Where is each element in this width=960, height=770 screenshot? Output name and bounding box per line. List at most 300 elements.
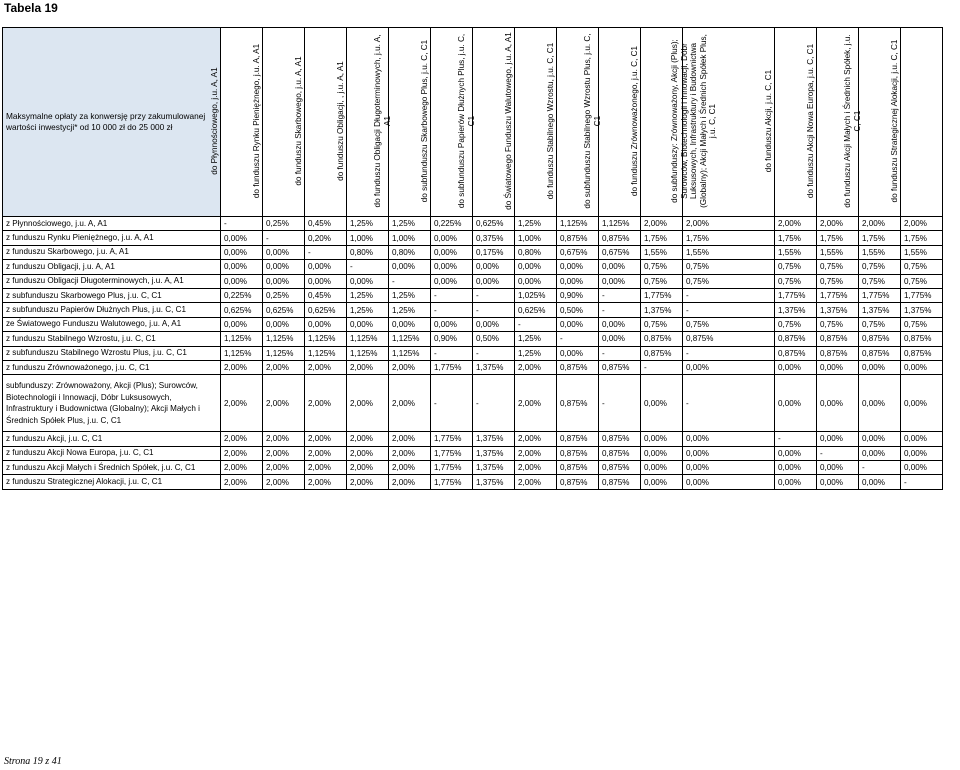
fee-cell: 2,00% — [347, 475, 389, 489]
fee-cell: 1,125% — [599, 217, 641, 231]
row-label: z funduszu Akcji, j.u. C, C1 — [3, 432, 221, 446]
fee-cell: - — [431, 288, 473, 302]
fee-cell: 2,00% — [901, 217, 943, 231]
fee-cell: 2,00% — [641, 217, 683, 231]
table-row — [3, 461, 943, 475]
fee-cell: 0,00% — [817, 475, 859, 489]
fee-cell: 2,00% — [263, 375, 305, 432]
fee-cell: - — [431, 346, 473, 360]
fee-cell: 0,00% — [817, 432, 859, 446]
fee-cell: 0,00% — [347, 274, 389, 288]
fee-cell: 0,50% — [557, 303, 599, 317]
table-row — [3, 446, 943, 460]
fee-cell: 1,75% — [775, 231, 817, 245]
fee-cell: - — [473, 303, 515, 317]
fee-cell: 1,775% — [775, 288, 817, 302]
fee-cell: 0,25% — [263, 288, 305, 302]
column-header-label: do funduszu Rynku Pieniężnego, j.u. A, A1 — [251, 43, 261, 199]
fee-cell: 0,875% — [775, 332, 817, 346]
fee-cell: 0,00% — [775, 446, 817, 460]
fee-cell: 1,375% — [473, 432, 515, 446]
fee-cell: 1,75% — [859, 231, 901, 245]
fee-cell: 1,25% — [347, 303, 389, 317]
fee-cell: 2,00% — [263, 475, 305, 489]
fee-cell: 0,00% — [431, 260, 473, 274]
table-row — [3, 360, 943, 374]
column-header-label: do funduszu Akcji, j.u. C, C1 — [763, 69, 773, 173]
fee-cell: - — [473, 346, 515, 360]
fee-cell: 0,00% — [683, 446, 775, 460]
fee-cell: 0,00% — [859, 360, 901, 374]
fee-cell: 0,00% — [305, 260, 347, 274]
fee-cell: 0,625% — [263, 303, 305, 317]
fee-cell: 2,00% — [263, 446, 305, 460]
fee-cell: 0,45% — [305, 217, 347, 231]
column-header-label: do subfunduszu Skarbowego Plus, j.u. C, C1 — [419, 39, 429, 203]
fee-cell: 1,775% — [859, 288, 901, 302]
fee-cell: 0,675% — [599, 245, 641, 259]
fee-cell: 2,00% — [305, 360, 347, 374]
fee-cell: 0,00% — [221, 231, 263, 245]
fee-cell: 2,00% — [305, 461, 347, 475]
fee-cell: 1,375% — [473, 475, 515, 489]
row-label: z subfunduszu Stabilnego Wzrostu Plus, j.u. C, C1 — [3, 346, 221, 360]
conversion-fee-table — [2, 27, 943, 490]
fee-cell: 0,90% — [431, 332, 473, 346]
fee-cell: 0,00% — [431, 317, 473, 331]
fee-cell: 0,75% — [817, 317, 859, 331]
table-body — [3, 217, 943, 490]
fee-cell: - — [683, 303, 775, 317]
fee-cell: 0,875% — [557, 446, 599, 460]
fee-cell: 0,75% — [859, 260, 901, 274]
fee-cell: 2,00% — [347, 432, 389, 446]
fee-cell: - — [901, 475, 943, 489]
fee-cell: 0,00% — [859, 446, 901, 460]
fee-cell: 2,00% — [389, 360, 431, 374]
fee-cell: 1,25% — [347, 288, 389, 302]
fee-cell: 1,125% — [263, 346, 305, 360]
fee-cell: 0,75% — [683, 260, 775, 274]
fee-cell: 0,875% — [557, 360, 599, 374]
table-row — [3, 217, 943, 231]
fee-cell: 1,025% — [515, 288, 557, 302]
fee-cell: 0,75% — [817, 274, 859, 288]
fee-cell: 0,00% — [817, 360, 859, 374]
fee-cell: 2,00% — [389, 446, 431, 460]
column-header-label: do subfunduszu Stabilnego Wzrostu Plus, j.u. C, C1 — [583, 33, 602, 209]
fee-cell: 0,875% — [817, 346, 859, 360]
fee-cell: 1,25% — [389, 217, 431, 231]
fee-cell: 1,55% — [683, 245, 775, 259]
fee-cell: 1,125% — [347, 332, 389, 346]
fee-cell: 0,225% — [221, 288, 263, 302]
fee-cell: 0,00% — [431, 231, 473, 245]
fee-cell: 2,00% — [221, 432, 263, 446]
fee-cell: 2,00% — [389, 375, 431, 432]
fee-cell: 0,00% — [515, 260, 557, 274]
fee-cell: 0,00% — [221, 245, 263, 259]
fee-cell: 1,75% — [901, 231, 943, 245]
fee-cell: 0,75% — [641, 260, 683, 274]
fee-cell: 1,125% — [557, 217, 599, 231]
fee-cell: - — [817, 446, 859, 460]
fee-cell: 0,00% — [221, 260, 263, 274]
fee-cell: 1,125% — [305, 332, 347, 346]
fee-cell: 2,00% — [515, 446, 557, 460]
column-header-label: do funduszu Skarbowego, j.u. A, A1 — [293, 56, 303, 186]
fee-cell: - — [431, 303, 473, 317]
fee-cell: - — [431, 375, 473, 432]
fee-cell: 0,875% — [859, 346, 901, 360]
fee-cell: 1,125% — [221, 346, 263, 360]
fee-cell: - — [389, 274, 431, 288]
fee-cell: 1,75% — [817, 231, 859, 245]
fee-cell: 0,00% — [683, 360, 775, 374]
fee-cell: 1,375% — [817, 303, 859, 317]
fee-cell: 2,00% — [221, 475, 263, 489]
fee-cell: 1,00% — [347, 231, 389, 245]
fee-cell: 0,00% — [641, 375, 683, 432]
fee-cell: 0,00% — [641, 432, 683, 446]
fee-cell: 0,875% — [599, 461, 641, 475]
fee-cell: 0,00% — [641, 461, 683, 475]
row-label: z subfunduszu Skarbowego Plus, j.u. C, C1 — [3, 288, 221, 302]
fee-cell: 0,875% — [775, 346, 817, 360]
fee-cell: 0,00% — [305, 317, 347, 331]
fee-cell: 0,00% — [389, 260, 431, 274]
fee-cell: 0,75% — [901, 260, 943, 274]
fee-cell: 1,375% — [775, 303, 817, 317]
fee-cell: 0,00% — [901, 461, 943, 475]
fee-cell: 0,00% — [817, 461, 859, 475]
table-row — [3, 375, 943, 432]
fee-cell: 2,00% — [515, 461, 557, 475]
fee-cell: 1,775% — [431, 360, 473, 374]
fee-cell: 0,25% — [263, 217, 305, 231]
fee-cell: 0,75% — [641, 274, 683, 288]
fee-cell: 0,00% — [901, 432, 943, 446]
fee-cell: - — [683, 346, 775, 360]
fee-cell: 2,00% — [389, 432, 431, 446]
fee-cell: 0,875% — [557, 375, 599, 432]
fee-cell: 2,00% — [859, 217, 901, 231]
fee-cell: 0,00% — [641, 446, 683, 460]
fee-cell: 1,25% — [515, 346, 557, 360]
fee-cell: 1,125% — [389, 346, 431, 360]
fee-cell: 2,00% — [263, 360, 305, 374]
fee-cell: 2,00% — [347, 375, 389, 432]
fee-cell: 0,00% — [775, 461, 817, 475]
row-label: z funduszu Stabilnego Wzrostu, j.u. C, C1 — [3, 332, 221, 346]
fee-cell: 0,00% — [775, 360, 817, 374]
fee-cell: 2,00% — [263, 432, 305, 446]
fee-cell: 0,00% — [221, 317, 263, 331]
fee-cell: 1,375% — [473, 360, 515, 374]
column-header-label: do funduszu Obligacji, , j.u. A, A1 — [335, 61, 345, 181]
table-row — [3, 475, 943, 489]
fee-cell: - — [641, 360, 683, 374]
table-row — [3, 245, 943, 259]
fee-cell: 1,125% — [389, 332, 431, 346]
fee-cell: 0,20% — [305, 231, 347, 245]
fee-cell: 0,80% — [389, 245, 431, 259]
fee-cell: 1,00% — [515, 231, 557, 245]
fee-cell: 0,875% — [599, 475, 641, 489]
fee-cell: 0,00% — [901, 360, 943, 374]
fee-cell: 0,00% — [557, 260, 599, 274]
fee-cell: 0,00% — [599, 332, 641, 346]
fee-cell: 0,80% — [515, 245, 557, 259]
fee-cell: 2,00% — [305, 432, 347, 446]
fee-cell: - — [599, 288, 641, 302]
fee-cell: 0,875% — [859, 332, 901, 346]
fee-cell: 0,00% — [263, 245, 305, 259]
fee-cell: 0,00% — [557, 274, 599, 288]
fee-cell: 2,00% — [347, 360, 389, 374]
fee-cell: 0,00% — [263, 317, 305, 331]
fee-cell: 0,00% — [859, 432, 901, 446]
fee-cell: 0,875% — [641, 332, 683, 346]
fee-cell: 0,00% — [641, 475, 683, 489]
fee-cell: 0,75% — [683, 317, 775, 331]
fee-cell: 1,775% — [431, 432, 473, 446]
table-row — [3, 288, 943, 302]
table-row — [3, 317, 943, 331]
fee-cell: 1,75% — [641, 231, 683, 245]
fee-cell: - — [683, 375, 775, 432]
fee-cell: 0,875% — [599, 360, 641, 374]
fee-cell: 0,875% — [599, 446, 641, 460]
fee-cell: 0,00% — [305, 274, 347, 288]
fee-cell: 0,75% — [641, 317, 683, 331]
column-header-label: do Płynnościowego, j.u. A, A1 — [209, 67, 219, 175]
column-header — [889, 28, 943, 217]
fee-cell: 0,00% — [473, 260, 515, 274]
fee-cell: - — [263, 231, 305, 245]
fee-cell: 1,25% — [389, 303, 431, 317]
fee-cell: - — [599, 375, 641, 432]
row-label: z funduszu Akcji Nowa Europa, j.u. C, C1 — [3, 446, 221, 460]
table-row — [3, 274, 943, 288]
fee-cell: 0,625% — [515, 303, 557, 317]
fee-cell: 2,00% — [515, 475, 557, 489]
fee-cell: 1,25% — [515, 332, 557, 346]
fee-cell: 0,45% — [305, 288, 347, 302]
row-label: z funduszu Rynku Pieniężnego, j.u. A, A1 — [3, 231, 221, 245]
fee-cell: 1,775% — [641, 288, 683, 302]
fee-cell: 0,80% — [347, 245, 389, 259]
fee-cell: 0,875% — [557, 432, 599, 446]
fee-cell: 2,00% — [683, 217, 775, 231]
fee-cell: 2,00% — [221, 446, 263, 460]
fee-cell: 2,00% — [221, 461, 263, 475]
table-row — [3, 260, 943, 274]
fee-cell: 0,00% — [473, 274, 515, 288]
column-header-label: do funduszu Zrównoważonego, j.u. C, C1 — [629, 45, 639, 197]
fee-cell: 0,00% — [515, 274, 557, 288]
column-header-label: do Światowego Funduszu Walutowego, j.u. A, A1 — [503, 32, 513, 210]
row-label: subfunduszy: Zrównoważony, Akcji (Plus); Surowców, Biotechnologii i Innowacji, Dóbr Luksusowych, Infrastruktury i Budownictwa (Globalny); Akcji Małych i Średnich Spółek Plus, j.u. C, C1 — [3, 375, 221, 432]
fee-cell: 0,00% — [683, 432, 775, 446]
fee-cell: 0,875% — [557, 461, 599, 475]
fee-cell: 0,75% — [775, 274, 817, 288]
fee-cell: 1,775% — [431, 475, 473, 489]
fee-cell: 2,00% — [515, 360, 557, 374]
fee-cell: 0,875% — [817, 332, 859, 346]
fee-cell: 0,625% — [305, 303, 347, 317]
fee-cell: 2,00% — [305, 375, 347, 432]
fee-cell: 1,25% — [389, 288, 431, 302]
row-label: z funduszu Akcji Małych i Średnich Spółek, j.u. C, C1 — [3, 461, 221, 475]
fee-cell: 0,00% — [599, 317, 641, 331]
fee-cell: 1,55% — [901, 245, 943, 259]
fee-cell: 1,775% — [431, 446, 473, 460]
fee-cell: - — [683, 288, 775, 302]
fee-cell: 0,875% — [683, 332, 775, 346]
fee-cell: 0,00% — [389, 317, 431, 331]
fee-cell: 1,125% — [221, 332, 263, 346]
fee-cell: 0,00% — [599, 260, 641, 274]
fee-cell: 2,00% — [263, 461, 305, 475]
fee-cell: 2,00% — [347, 461, 389, 475]
fee-cell: - — [473, 288, 515, 302]
fee-cell: 1,25% — [347, 217, 389, 231]
fee-cell: 1,75% — [683, 231, 775, 245]
fee-cell: 0,875% — [557, 475, 599, 489]
table-title: Tabela 19 — [4, 1, 58, 15]
fee-cell: 0,00% — [431, 274, 473, 288]
fee-cell: 0,875% — [599, 432, 641, 446]
table-row — [3, 346, 943, 360]
table-row — [3, 432, 943, 446]
fee-cell: 0,75% — [775, 260, 817, 274]
fee-cell: 0,00% — [557, 346, 599, 360]
fee-cell: 1,55% — [817, 245, 859, 259]
fee-cell: 1,375% — [859, 303, 901, 317]
fee-cell: 0,00% — [683, 461, 775, 475]
fee-cell: 0,00% — [775, 375, 817, 432]
corner-label: Maksymalne opłaty za konwersję przy zakumulowanej wartości inwestycji* od 10 000 zł do 25 000 zł — [3, 28, 221, 217]
fee-cell: 1,375% — [641, 303, 683, 317]
fee-cell: 1,775% — [901, 288, 943, 302]
fee-cell: 0,75% — [775, 317, 817, 331]
fee-cell: 0,175% — [473, 245, 515, 259]
row-label: ze Światowego Funduszu Walutowego, j.u. A, A1 — [3, 317, 221, 331]
fee-cell: 0,00% — [473, 317, 515, 331]
fee-cell: 0,00% — [859, 375, 901, 432]
fee-cell: 2,00% — [817, 217, 859, 231]
column-header-label: do subfunduszy: Zrównoważony, Akcji (Plus); Surowców, Biotechnologii i Innowacji, Dóbr Luksusowych, Infrastruktury i Budownictwa (Globalny); Akcji Małych i Średnich Spółek Plus, j.u. C, C1 — [670, 34, 718, 208]
fee-cell: - — [305, 245, 347, 259]
fee-cell: - — [515, 317, 557, 331]
fee-cell: 0,00% — [901, 446, 943, 460]
fee-cell: 0,875% — [901, 332, 943, 346]
fee-cell: 0,75% — [859, 274, 901, 288]
fee-cell: - — [347, 260, 389, 274]
fee-cell: 2,00% — [221, 360, 263, 374]
fee-cell: 0,75% — [901, 274, 943, 288]
fee-cell: 2,00% — [515, 375, 557, 432]
row-label: z funduszu Strategicznej Alokacji, j.u. C, C1 — [3, 475, 221, 489]
column-header-label: do funduszu Obligacji Długoterminowych, j.u. A, A1 — [373, 34, 392, 208]
fee-cell: 0,50% — [473, 332, 515, 346]
row-label: z funduszu Skarbowego, j.u. A, A1 — [3, 245, 221, 259]
fee-cell: 0,375% — [473, 231, 515, 245]
fee-cell: 1,00% — [389, 231, 431, 245]
fee-cell: 1,125% — [263, 332, 305, 346]
fee-cell: 0,75% — [859, 317, 901, 331]
column-header-label: do subfunduszu Papierów Dłużnych Plus, j.u. C, C1 — [457, 33, 476, 209]
fee-cell: 0,625% — [473, 217, 515, 231]
fee-cell: - — [775, 432, 817, 446]
fee-cell: 0,00% — [817, 375, 859, 432]
fee-cell: 1,55% — [641, 245, 683, 259]
column-header-label: do funduszu Akcji Małych i Średnich Spółek, j.u. C, C1 — [843, 34, 862, 208]
fee-cell: 2,00% — [515, 432, 557, 446]
fee-cell: 2,00% — [775, 217, 817, 231]
fee-cell: 0,75% — [817, 260, 859, 274]
row-label: z funduszu Obligacji, j.u. A, A1 — [3, 260, 221, 274]
fee-cell: 1,55% — [859, 245, 901, 259]
table-row — [3, 303, 943, 317]
fee-cell: - — [599, 346, 641, 360]
fee-cell: 1,775% — [817, 288, 859, 302]
fee-cell: 2,00% — [221, 375, 263, 432]
fee-cell: - — [473, 375, 515, 432]
fee-cell: 2,00% — [389, 475, 431, 489]
fee-cell: - — [859, 461, 901, 475]
fee-cell: 0,875% — [557, 231, 599, 245]
fee-cell: 1,375% — [473, 446, 515, 460]
fee-cell: 0,00% — [557, 317, 599, 331]
column-header-label: do funduszu Strategicznej Alokacji, j.u. C, C1 — [889, 39, 899, 203]
fee-cell: 0,00% — [431, 245, 473, 259]
fee-cell: 0,00% — [859, 475, 901, 489]
fee-cell: - — [221, 217, 263, 231]
page-footer: Strona 19 z 41 — [4, 756, 62, 767]
table-row — [3, 231, 943, 245]
row-label: z subfunduszu Papierów Dłużnych Plus, j.u. C, C1 — [3, 303, 221, 317]
fee-cell: 1,125% — [305, 346, 347, 360]
header-row — [3, 28, 943, 217]
fee-cell: 1,25% — [515, 217, 557, 231]
fee-cell: 0,625% — [221, 303, 263, 317]
table-row — [3, 332, 943, 346]
fee-cell: - — [599, 303, 641, 317]
fee-cell: 1,55% — [775, 245, 817, 259]
fee-cell: - — [557, 332, 599, 346]
fee-cell: 0,00% — [263, 260, 305, 274]
fee-cell: 0,225% — [431, 217, 473, 231]
fee-cell: 0,75% — [683, 274, 775, 288]
fee-cell: 2,00% — [389, 461, 431, 475]
fee-cell: 2,00% — [305, 475, 347, 489]
fee-cell: 0,875% — [641, 346, 683, 360]
fee-cell: 1,775% — [431, 461, 473, 475]
fee-cell: 2,00% — [305, 446, 347, 460]
fee-cell: 0,00% — [347, 317, 389, 331]
fee-cell: 0,875% — [599, 231, 641, 245]
fee-cell: 0,00% — [901, 375, 943, 432]
fee-cell: 0,00% — [599, 274, 641, 288]
fee-cell: 0,00% — [683, 475, 775, 489]
row-label: z funduszu Obligacji Długoterminowych, j.u. A, A1 — [3, 274, 221, 288]
fee-cell: 1,375% — [473, 461, 515, 475]
fee-cell: 1,375% — [901, 303, 943, 317]
fee-cell: 2,00% — [347, 446, 389, 460]
row-label: z funduszu Zrównoważonego, j.u. C, C1 — [3, 360, 221, 374]
